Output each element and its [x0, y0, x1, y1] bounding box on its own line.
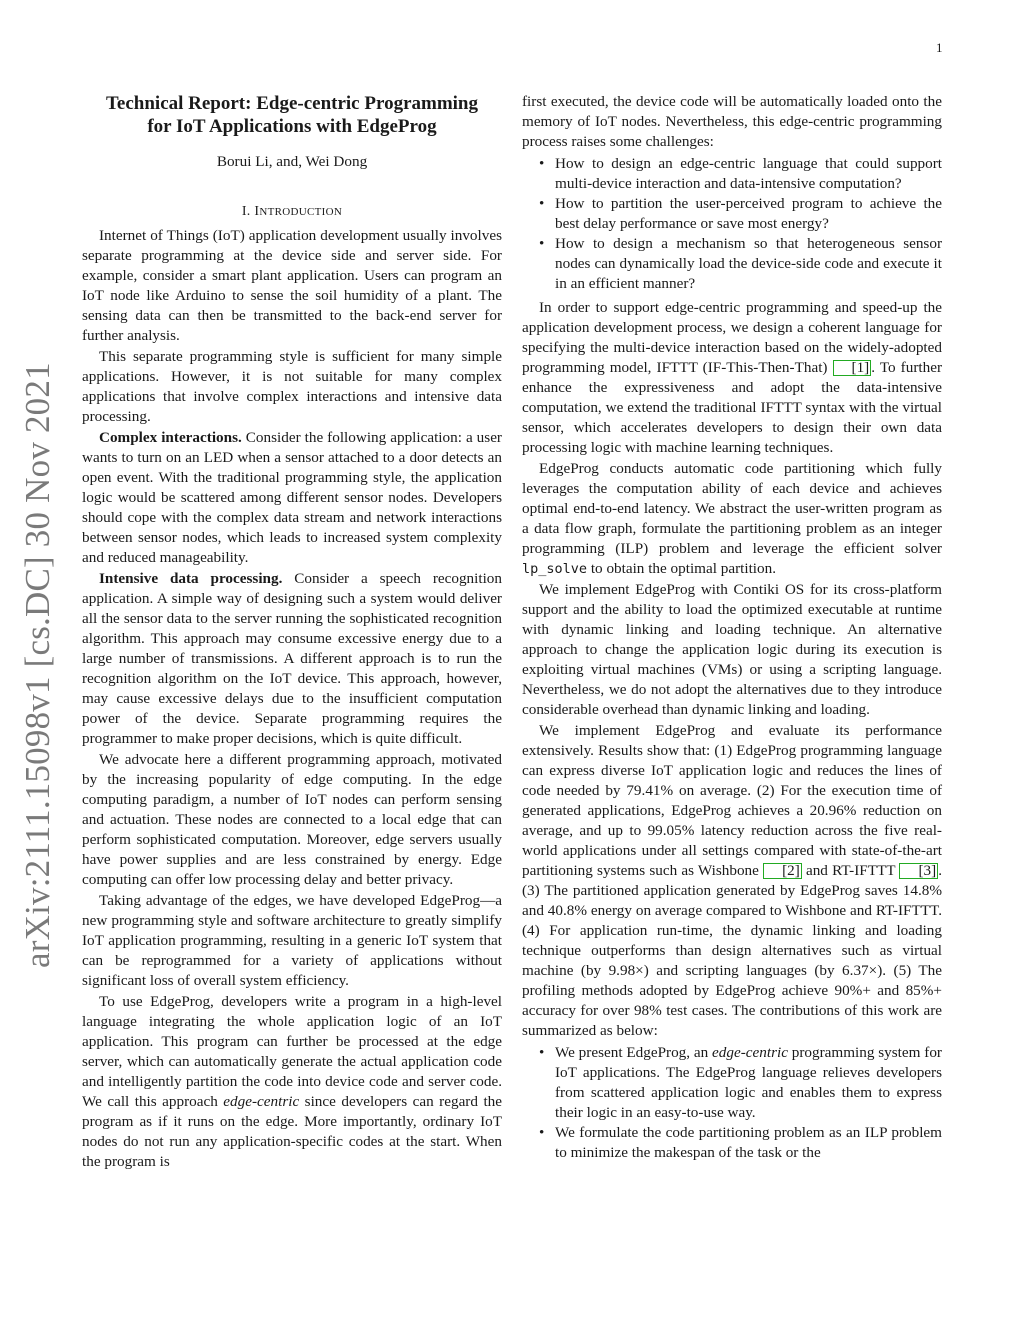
- code-inline: lp_solve: [522, 561, 588, 577]
- challenge-list: [522, 154, 942, 294]
- paragraph: EdgeProg conducts automatic code partitioning which fully leverages the computation ability of each device and achieves optimal end-to-end latency. We abstract the user-written program as a data flow graph, formulate the partitioning problem as an integer programming (ILP) problem and leverage the efficient solver lp_solve to obtain the optimal partition.: [522, 460, 942, 577]
- list-item: • We formulate the code partitioning problem as an ILP problem to minimize the makespan of the task or the: [555, 1123, 942, 1163]
- paragraph: We advocate here a different programming approach, motivated by the increasing popularity of edge computing. In the edge computing paradigm, a number of IoT nodes can perform sensing and actuation. These nodes are connected to a local edge that can perform sophisticated computation. Moreover, edge servers usually have power supplies and are less constrained by energy. Edge computing can offer low processing delay and better privacy.: [82, 751, 502, 888]
- section-heading-introduction: [82, 202, 502, 222]
- list-item: • How to partition the user-perceived program to achieve the best delay performance or save most energy?: [555, 194, 942, 234]
- paragraph: We implement EdgeProg and evaluate its performance extensively. Results show that: (1) EdgeProg programming language can express diverse IoT application logic and reduces the lines of code needed by 79.41% on average. (2) For the execution time of generated applications, EdgeProg achieves a 20.96% reduction on average, and up to 99.05% latency reduction across the five real-world applications under all settings compared with state-of-the-art partitioning systems such as Wishbone [2] and RT-IFTTT [3] . (3) The partitioned application generated by EdgeProg saves 14.8% and 40.8% energy on average compared to Wishbone and RT-IFTTT. (4) For application run-time, the dynamic linking and loading technique outperforms than design alternatives such as virtual machine (by 9.98×) and scripting languages (by 6.37×). (5) The profiling methods adopted by EdgeProg achieve 90%+ and 85%+ accuracy for over 98% test cases. The contributions of this work are summarized as below:: [522, 722, 942, 1039]
- run-in-heading: Complex interactions.: [99, 429, 242, 446]
- paper-title: [82, 92, 502, 138]
- run-in-heading: Intensive data processing.: [99, 570, 283, 587]
- citation-link[interactable]: [1]: [833, 360, 872, 376]
- emphasis: edge-centric: [712, 1044, 788, 1061]
- paragraph: Internet of Things (IoT) application development usually involves separate programming at the device side and server side. For example, consider a smart plant application. Users can program an IoT node like Arduino to sense the soil humidity of a plant. The sensing data can then be transmitted to the back-end server for further analysis.: [82, 227, 502, 344]
- paragraph: We implement EdgeProg with Contiki OS for its cross-platform support and the ability to load the optimized executable at runtime with dynamic linking and loading technique. An alternative approach to change the application logic during its execution is exploiting virtual machines (VMs) or using a scripting language. Nevertheless, we do not adopt the alternatives due to they introduce considerable overhead than dynamic linking and loading.: [522, 581, 942, 718]
- section-first-letter: I: [254, 204, 260, 219]
- title-line-1: Technical Report: Edge-centric Programming: [105, 93, 478, 114]
- title-line-2: for IoT Applications with EdgeProg: [147, 116, 437, 137]
- citation-link[interactable]: [3]: [899, 863, 938, 879]
- right-column: [522, 92, 942, 1167]
- section-rest: NTRODUCTION: [259, 206, 343, 218]
- list-item: • How to design a mechanism so that heterogeneous sensor nodes can dynamically load the device-side code and execute it in an efficient manner?: [555, 234, 942, 294]
- authors: Borui Li, and, Wei Dong: [216, 153, 368, 170]
- emphasis: edge-centric: [223, 1093, 300, 1110]
- citation-link[interactable]: [2]: [763, 863, 802, 879]
- list-item: • We present EdgeProg, an edge-centric programming system for IoT applications. The EdgeProg language relieves developers from scattered application logic and enables them to express their logic in an easy-to-use way.: [555, 1043, 942, 1123]
- paragraph: This separate programming style is sufficient for many simple applications. However, it is not suitable for many complex applications that involve complex interactions and intensive data processing.: [82, 348, 502, 425]
- left-column: [82, 92, 502, 1172]
- list-item: • How to design an edge-centric language that could support multi-device interaction and data-intensive computation?: [555, 154, 942, 194]
- paragraph: To use EdgeProg, developers write a program in a high-level language integrating the whole application logic of an IoT application. This program can further be processed at the edge server, which can automatically generate the actual application code and intelligently partition the code into device code and server code. We call this approach edge-centric since developers can regard the program as if it runs on the edge. More importantly, ordinary IoT nodes do not run any application-specific codes at the start. When the program is: [82, 993, 502, 1170]
- page-number: 1: [936, 40, 943, 55]
- paragraph: first executed, the device code will be automatically loaded onto the memory of IoT nodes. Nevertheless, this edge-centric programming process raises some challenges:: [522, 93, 942, 150]
- section-numeral: I.: [241, 204, 251, 219]
- paragraph: In order to support edge-centric programming and speed-up the application development process, we design a coherent language for specifying the multi-device interaction based on the widely-adopted programming model, IFTTT (IF-This-Then-That) [1] . To further enhance the expressiveness and adopt the data-intensive computation, we extend the traditional IFTTT syntax with the virtual sensor, which accelerates developers to design their own data processing logic with machine learning techniques.: [522, 299, 943, 456]
- paragraph: Complex interactions. Consider the following application: a user wants to turn on an LED when a sensor attached to a door detects an open event. With the traditional programming style, the application logic would be scattered among different sensor nodes. Developers should cope with the complex data stream and network interactions between sensor nodes, which leads to increased system complexity and reduced manageability.: [82, 429, 502, 566]
- paragraph: Taking advantage of the edges, we have developed EdgeProg—a new programming style and software architecture to greatly simplify IoT application programming, resulting in a generic IoT system that can be reprogrammed for a variety of applications without significant loss of overall system efficiency.: [82, 892, 502, 989]
- arxiv-stamp: arXiv:2111.15098v1 [cs.DC] 30 Nov 2021: [18, 362, 57, 968]
- contribution-list: [522, 1043, 942, 1163]
- paragraph: Intensive data processing. Consider a speech recognition application. A simple way of designing such a system would deliver all the sensor data to the server running the sophisticated recognition algorithm. This approach may consume excessive energy due to a large number of transmissions. A different approach is to run the recognition algorithm on the IoT device. This approach, however, may cause excessive delays due to the insufficient computation power of the device. Separate programming requires the programmer to make proper decisions, which is quite difficult.: [82, 570, 502, 747]
